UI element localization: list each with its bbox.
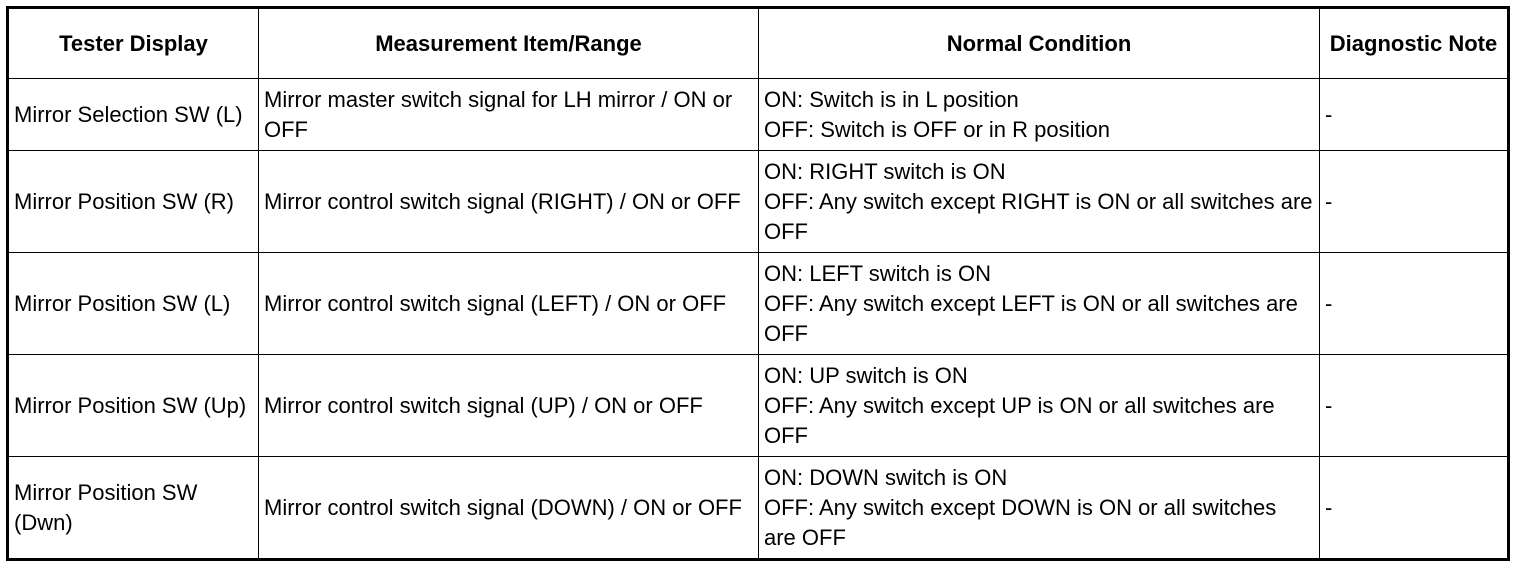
condition-on-line: ON: LEFT switch is ON	[764, 260, 991, 286]
measurement-cell: Mirror control switch signal (DOWN) / ON or OFF	[259, 457, 759, 560]
measurement-cell: Mirror control switch signal (UP) / ON or OFF	[259, 355, 759, 457]
normal-condition-cell	[759, 253, 1320, 355]
condition-on-line: ON: RIGHT switch is ON	[764, 158, 1006, 184]
header-diagnostic-note: Diagnostic Note	[1320, 8, 1509, 79]
condition-on-line: ON: UP switch is ON	[764, 362, 968, 388]
table-row	[8, 79, 1509, 151]
diagnostic-note-cell: -	[1320, 151, 1509, 253]
table-row	[8, 253, 1509, 355]
table-row	[8, 151, 1509, 253]
normal-condition-cell	[759, 151, 1320, 253]
diagnostic-note-cell: -	[1320, 457, 1509, 560]
table-header-row	[8, 8, 1509, 79]
header-normal-condition: Normal Condition	[759, 8, 1320, 79]
tester-display-cell: Mirror Position SW (Dwn)	[8, 457, 259, 560]
measurement-cell: Mirror control switch signal (LEFT) / ON or OFF	[259, 253, 759, 355]
condition-on-line: ON: DOWN switch is ON	[764, 464, 1008, 490]
condition-off-line: OFF: Switch is OFF or in R position	[764, 116, 1110, 142]
measurement-cell: Mirror master switch signal for LH mirror / ON or OFF	[259, 79, 759, 151]
condition-off-line: OFF: Any switch except LEFT is ON or all switches are OFF	[764, 290, 1298, 346]
condition-on-line: ON: Switch is in L position	[764, 86, 1019, 112]
header-measurement-item-range: Measurement Item/Range	[259, 8, 759, 79]
table-row	[8, 457, 1509, 560]
measurement-cell: Mirror control switch signal (RIGHT) / ON or OFF	[259, 151, 759, 253]
condition-off-line: OFF: Any switch except RIGHT is ON or all switches are OFF	[764, 188, 1313, 244]
header-tester-display: Tester Display	[8, 8, 259, 79]
tester-display-cell: Mirror Position SW (R)	[8, 151, 259, 253]
tester-display-cell: Mirror Position SW (Up)	[8, 355, 259, 457]
table-row	[8, 355, 1509, 457]
diagnostic-note-cell: -	[1320, 355, 1509, 457]
normal-condition-cell	[759, 457, 1320, 560]
tester-display-cell: Mirror Position SW (L)	[8, 253, 259, 355]
data-monitor-table	[6, 6, 1510, 561]
diagnostic-note-cell: -	[1320, 253, 1509, 355]
condition-off-line: OFF: Any switch except DOWN is ON or all switches are OFF	[764, 494, 1277, 550]
tester-display-cell: Mirror Selection SW (L)	[8, 79, 259, 151]
normal-condition-cell	[759, 355, 1320, 457]
diagnostic-note-cell: -	[1320, 79, 1509, 151]
condition-off-line: OFF: Any switch except UP is ON or all switches are OFF	[764, 392, 1275, 448]
normal-condition-cell	[759, 79, 1320, 151]
